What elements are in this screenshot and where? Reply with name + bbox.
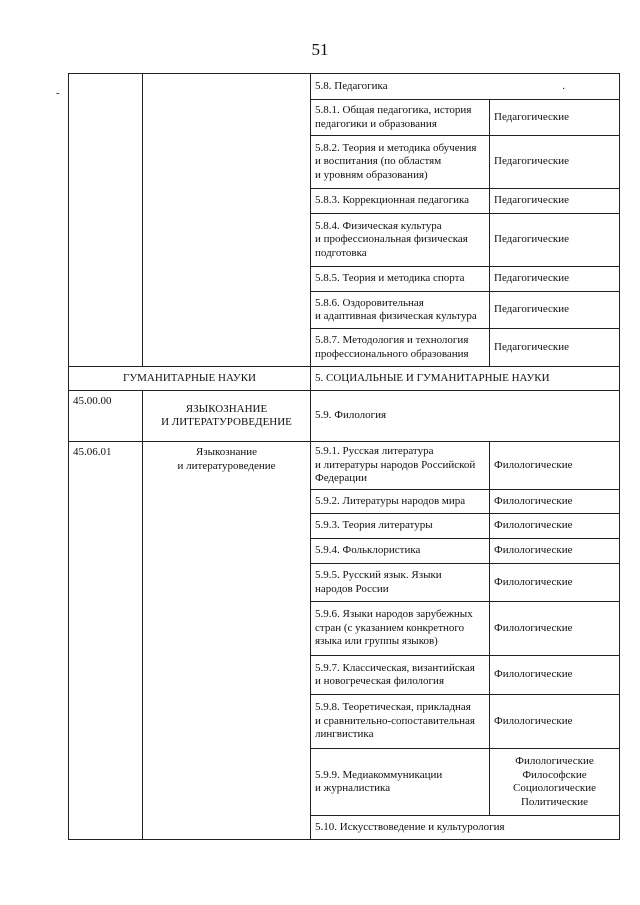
branch-cell: Педагогические — [490, 292, 620, 329]
branch-cell: Филологические — [490, 656, 620, 695]
specialty-cell: 5.9.9. Медиакоммуникации и журналистика — [311, 749, 490, 816]
subgroup-code: 45.06.01 — [69, 442, 143, 840]
specialty-cell-last: 5.10. Искусствоведение и культурология — [311, 816, 620, 840]
specialty-cell: 5.9.7. Классическая, византийская и новогреческая филология — [311, 656, 490, 695]
branch-cell: Филологические — [490, 602, 620, 656]
branch-cell: Филологические Философские Социологические Политические — [490, 749, 620, 816]
trailing-mark: . — [562, 79, 566, 92]
branch-cell: Филологические — [490, 514, 620, 539]
section-heading-left: ГУМАНИТАРНЫЕ НАУКИ — [69, 367, 311, 391]
margin-mark: - — [56, 87, 60, 99]
branch-cell: Педагогические — [490, 189, 620, 214]
branch-cell: Педагогические — [490, 100, 620, 136]
branch-cell: Филологические — [490, 442, 620, 490]
page-number: 51 — [311, 40, 329, 59]
specialty-cell: 5.9.5. Русский язык. Языки народов России — [311, 564, 490, 602]
specialty-cell: 5.9.1. Русская литература и литературы народов Российской Федерации — [311, 442, 490, 490]
specialty-cell: 5.8.4. Физическая культура и профессиональная физическая подготовка — [311, 214, 490, 267]
branch-cell: Педагогические — [490, 136, 620, 189]
group-code: 45.00.00 — [69, 391, 143, 442]
specialty-cell: 5.9.2. Литературы народов мира — [311, 490, 490, 514]
branch-cell: Филологические — [490, 490, 620, 514]
branch-cell: Педагогические — [490, 329, 620, 367]
specialty-cell: 5.8.5. Теория и методика спорта — [311, 267, 490, 292]
specialty-cell: 5.8.7. Методология и технология профессионального образования — [311, 329, 490, 367]
specialty-cell: 5.8.6. Оздоровительная и адаптивная физическая культура — [311, 292, 490, 329]
branch-cell: Филологические — [490, 564, 620, 602]
branch-cell: Педагогические — [490, 267, 620, 292]
branch-cell: Филологические — [490, 539, 620, 564]
section-heading-right: 5. СОЦИАЛЬНЫЕ И ГУМАНИТАРНЫЕ НАУКИ — [311, 367, 620, 391]
specialty-cell: 5.8.3. Коррекционная педагогика — [311, 189, 490, 214]
specialty-cell: 5.8.1. Общая педагогика, история педагогики и образования — [311, 100, 490, 136]
specialty-table — [68, 73, 620, 840]
group-name-cell-empty — [143, 74, 311, 367]
subgroup-name: Языкознание и литературоведение — [143, 442, 311, 840]
specialty-cell: 5.8.2. Теория и методика обучения и воспитания (по областям и уровням образования) — [311, 136, 490, 189]
specialty-cell: 5.9.3. Теория литературы — [311, 514, 490, 539]
specialty-group-header — [311, 74, 620, 100]
specialty-cell: 5.9.8. Теоретическая, прикладная и сравнительно-сопоставительная лингвистика — [311, 695, 490, 749]
group-specialty: 5.9. Филология — [311, 391, 620, 442]
branch-cell: Филологические — [490, 695, 620, 749]
group-name: ЯЗЫКОЗНАНИЕ И ЛИТЕРАТУРОВЕДЕНИЕ — [143, 391, 311, 442]
code-cell-empty — [69, 74, 143, 367]
specialty-cell: 5.9.6. Языки народов зарубежных стран (с указанием конкретного языка или группы языков) — [311, 602, 490, 656]
specialty-cell: 5.9.4. Фольклористика — [311, 539, 490, 564]
specialty-group-title: 5.8. Педагогика — [315, 79, 388, 92]
branch-cell: Педагогические — [490, 214, 620, 267]
